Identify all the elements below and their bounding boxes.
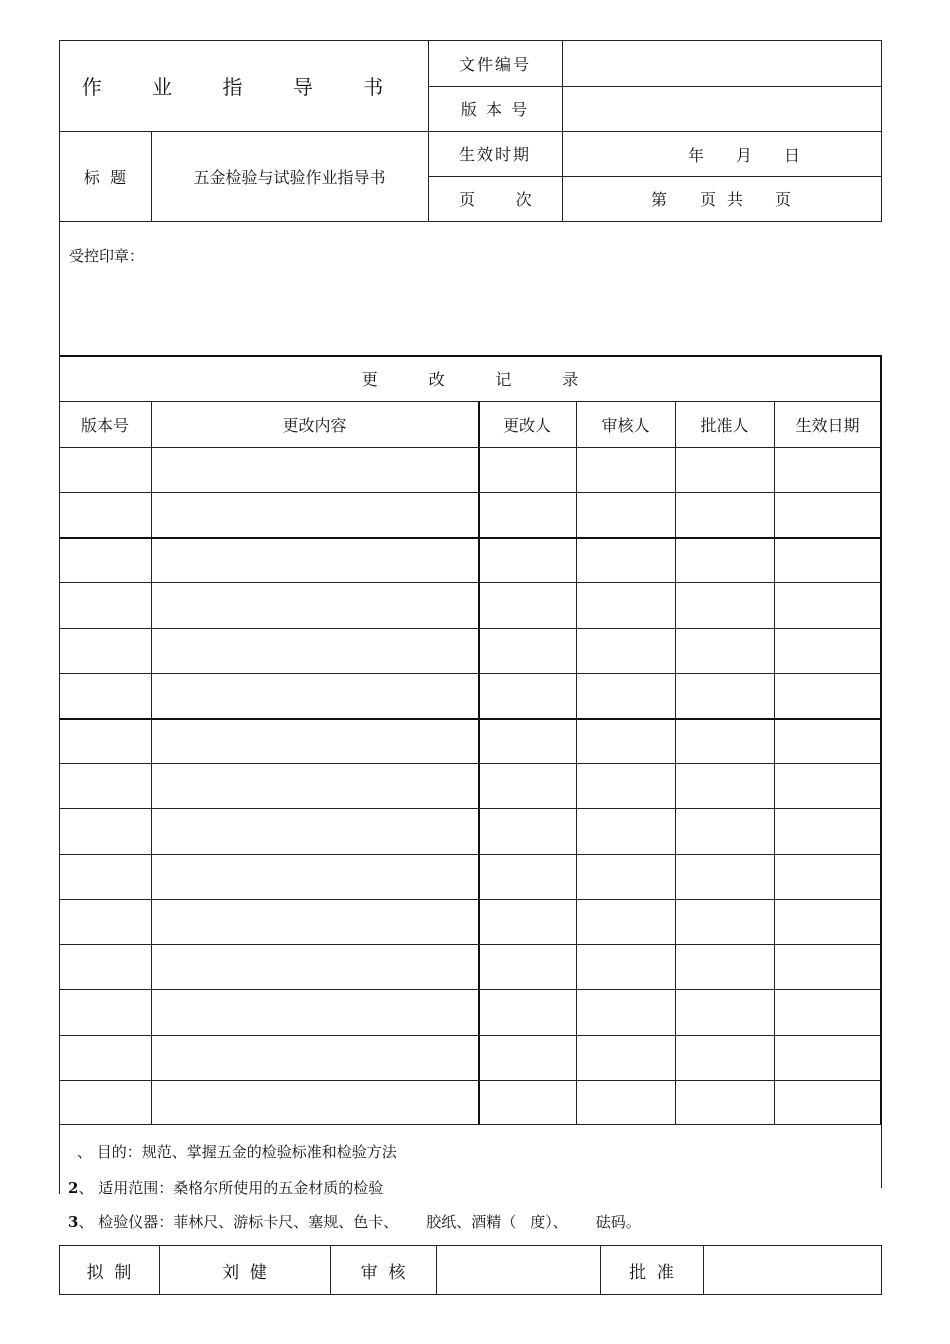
table-row[interactable] xyxy=(59,628,881,673)
table-row[interactable] xyxy=(59,582,881,628)
approved-by-field[interactable] xyxy=(703,1246,881,1294)
year-unit: 年 xyxy=(688,146,705,165)
day-unit: 日 xyxy=(784,146,801,165)
version-label: 版 本 号 xyxy=(460,100,530,119)
purpose-prefix: 、 xyxy=(77,1143,93,1161)
table-row[interactable] xyxy=(59,1035,881,1080)
version-field[interactable] xyxy=(562,86,881,131)
scope-text: 、 适用范围：桑格尔所使用的五金材质的检验 xyxy=(78,1179,384,1197)
instruments-text-a: 、 检验仪器：菲林尺、游标卡尺、塞规、色卡、 xyxy=(78,1213,399,1231)
col-reviewed-by: 审核人 xyxy=(601,416,650,435)
month-unit: 月 xyxy=(736,146,753,165)
approved-by-label: 批 准 xyxy=(629,1262,674,1283)
drafted-by-value: 刘 健 xyxy=(222,1262,267,1283)
instruments-text-b: 胶纸、酒精（ xyxy=(426,1213,517,1231)
col-approved-by: 批准人 xyxy=(700,416,749,435)
change-record-title: 更 改 记 录 xyxy=(361,370,579,389)
file-number-field[interactable] xyxy=(562,40,881,86)
reviewed-by-label: 审 核 xyxy=(360,1262,406,1283)
page-gong: 共 xyxy=(727,190,744,209)
page-label: 页 次 xyxy=(459,190,532,209)
table-row[interactable] xyxy=(59,718,881,763)
table-row[interactable] xyxy=(59,1080,881,1124)
effective-date-label: 生效时期 xyxy=(458,145,531,164)
instruments-text-c: 度）、 xyxy=(530,1213,568,1231)
reviewed-by-field[interactable] xyxy=(436,1246,600,1294)
drafted-by-label: 拟 制 xyxy=(86,1262,132,1283)
page-di: 第 xyxy=(651,190,668,209)
instruments-text-d: 砝码。 xyxy=(595,1213,641,1231)
col-change-content: 更改内容 xyxy=(282,416,347,435)
table-row[interactable] xyxy=(59,673,881,718)
table-row[interactable] xyxy=(59,989,881,1035)
table-row[interactable] xyxy=(59,492,881,537)
col-effective-date: 生效日期 xyxy=(795,416,860,435)
purpose-text: 目的：规范、掌握五金的检验标准和检验方法 xyxy=(96,1143,397,1161)
controlled-stamp-label: 受控印章： xyxy=(69,247,145,265)
effective-date-field[interactable] xyxy=(562,131,881,176)
table-row[interactable] xyxy=(59,808,881,854)
subject-label: 标 题 xyxy=(83,167,127,187)
document-title: 作 业 指 导 书 xyxy=(81,75,406,99)
table-row[interactable] xyxy=(59,537,881,582)
subject-value: 五金检验与试验作业指导书 xyxy=(193,167,386,187)
change-record-rows xyxy=(59,447,881,1124)
table-row[interactable] xyxy=(59,447,881,492)
file-number-label: 文件编号 xyxy=(458,54,531,74)
purpose-line xyxy=(77,1141,397,1162)
col-version: 版本号 xyxy=(80,416,129,435)
table-row[interactable] xyxy=(59,899,881,944)
instruments-line xyxy=(68,1211,641,1232)
page-ye-total: 页 xyxy=(775,190,792,209)
scope-number: 2 xyxy=(68,1179,79,1197)
instruments-number: 3 xyxy=(68,1213,79,1231)
table-row[interactable] xyxy=(59,944,881,989)
stamp-area xyxy=(59,221,881,356)
scope-line xyxy=(68,1177,383,1198)
col-changed-by: 更改人 xyxy=(502,416,551,435)
page-count-field[interactable] xyxy=(562,176,881,221)
table-row[interactable] xyxy=(59,854,881,899)
page-ye: 页 xyxy=(700,190,717,209)
table-row[interactable] xyxy=(59,763,881,808)
